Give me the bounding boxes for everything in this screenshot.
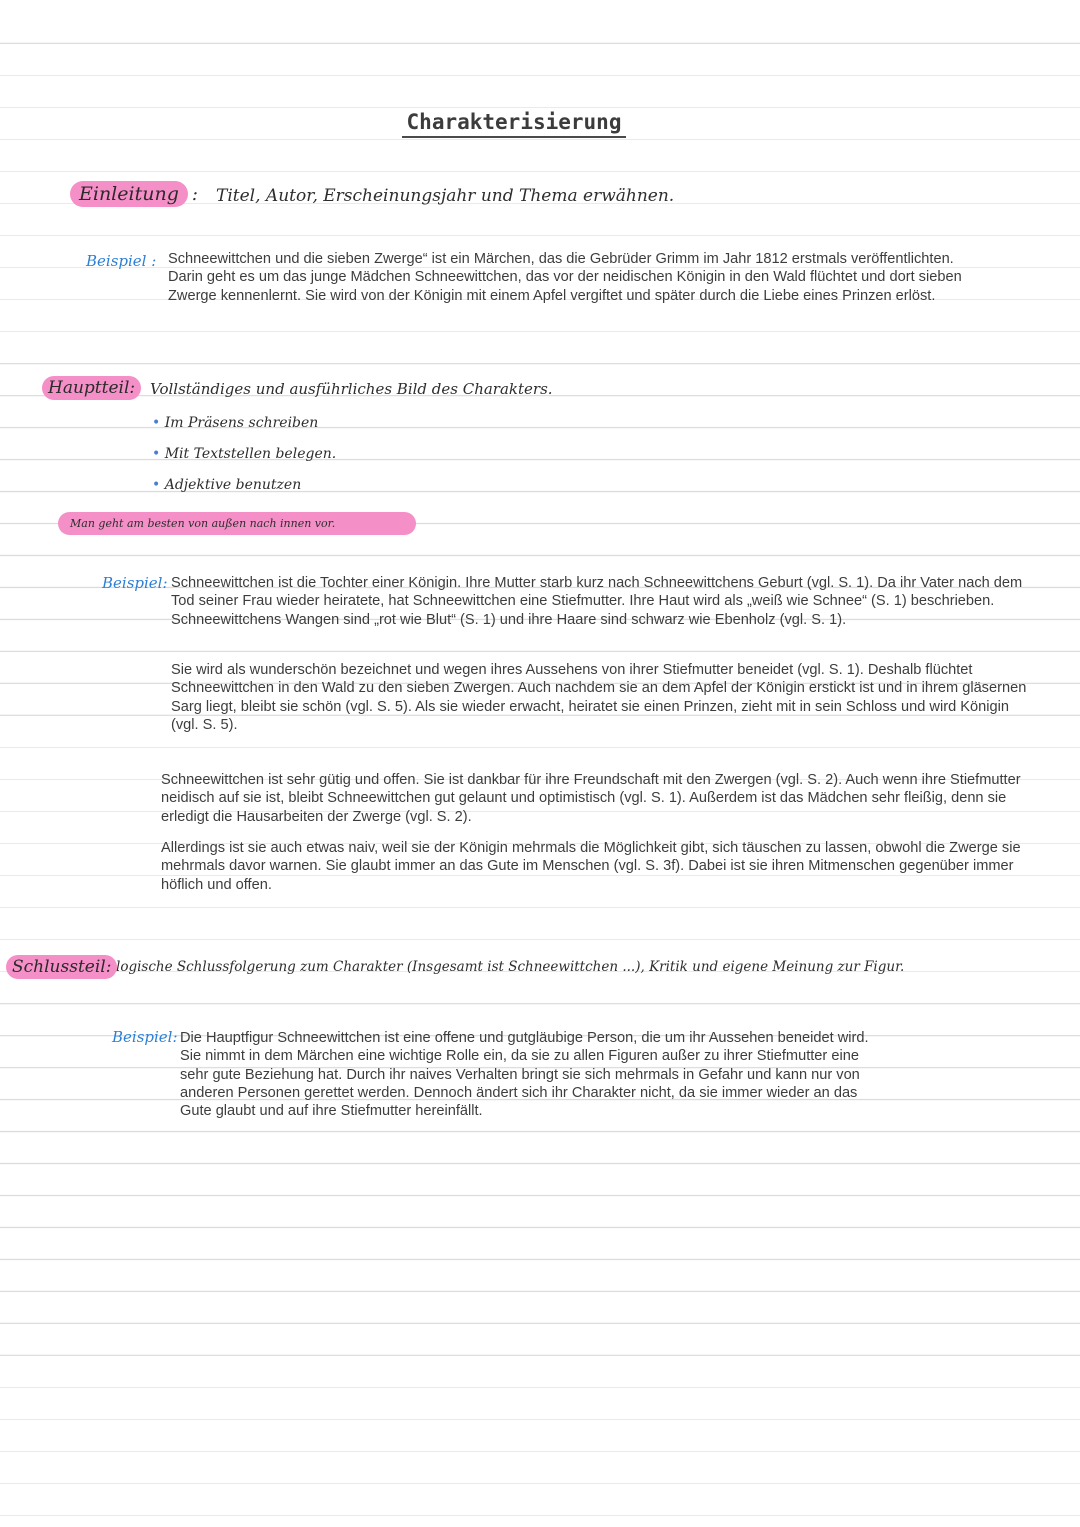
- schlussteil-label: Schlussteil:: [6, 955, 117, 979]
- schlussteil-beispiel-label: Beispiel:: [112, 1028, 178, 1046]
- einleitung-label: Einleitung: [70, 181, 188, 207]
- hauptteil-label: Hauptteil:: [42, 376, 141, 400]
- list-item: • Im Präsens schreiben: [152, 408, 336, 439]
- einleitung-beispiel-label: Beispiel :: [86, 252, 157, 270]
- schlussteil-note: logische Schlussfolgerung zum Charakter (Insgesamt ist Schneewittchen ...), Kritik und eigene Meinung zur Figur.: [116, 959, 905, 975]
- einleitung-note: Titel, Autor, Erscheinungsjahr und Thema erwähnen.: [216, 186, 675, 206]
- einleitung-example: Schneewittchen und die sieben Zwerge“ ist ein Märchen, das die Gebrüder Grimm im Jahr 1812 erstmals veröffentlichten. Darin geht es um das junge Mädchen Schneewittchen, das vor der neidischen Königin in den Wald flüchtet und dort sieben Zwerge kennenlernt. Sie wird von der Königin mit einem Apfel vergiftet und später durch die Liebe eines Prinzen erlöst.: [168, 251, 962, 304]
- hauptteil-beispiel-label: Beispiel:: [102, 574, 168, 592]
- hauptteil-example-4: Allerdings ist sie auch etwas naiv, weil sie der Königin mehrmals die Möglichkeit gibt, sich täuschen zu lassen, obwohl die Zwerge sie mehrmals davor warnen. Sie glaubt immer an das Gute im Menschen (vgl. S. 3f). Dabei ist sie ihren Mitmenschen gegenüber immer höflich und offen.: [161, 840, 1021, 893]
- hauptteil-example-2: Sie wird als wunderschön bezeichnet und wegen ihres Aussehens von ihrer Stiefmutter beneidet (vgl. S. 1). Deshalb flüchtet Schneewittchen in den Wald zu den sieben Zwergen. Auch nachdem sie an dem Apfel der Königin erstickt ist und in ihrem gläsernen Sarg liegt, bleibt sie schön (vgl. S. 5). Als sie wieder erwacht, heiratet sie einen Prinzen, zieht mit in sein Schloss und wird Königin (vgl. S. 5).: [171, 662, 1027, 733]
- einleitung-heading: [70, 181, 198, 207]
- page-title: Charakterisierung: [402, 110, 626, 138]
- schlussteil-heading: [6, 955, 117, 979]
- einleitung-separator: :: [191, 184, 198, 205]
- hauptteil-note: Vollständiges und ausführliches Bild des Charakters.: [150, 380, 553, 398]
- schlussteil-example: Die Hauptfigur Schneewittchen ist eine offene und gutgläubige Person, die um ihr Aussehen beneidet wird. Sie nimmt in dem Märchen eine wichtige Rolle ein, da sie zu allen Figuren außer zu ihrer Stiefmutter eine sehr gute Beziehung hat. Durch ihr naives Verhalten bringt sie sich mehrmals in Gefahr und kann nur von anderen Personen gerettet werden. Dennoch ändert sich ihr Charakter nicht, da sie immer wieder an das Gute glaubt und auf ihre Stiefmutter hereinfällt.: [180, 1030, 869, 1120]
- hauptteil-bullet-list: [152, 408, 336, 501]
- hauptteil-example-1: Schneewittchen ist die Tochter einer Königin. Ihre Mutter starb kurz nach Schneewittchens Geburt (vgl. S. 1). Da ihr Vater nach dem Tod seiner Frau wieder heiratete, hat Schneewittchen eine Stiefmutter. Ihre Haut wird als „weiß wie Schnee“ (S. 1) beschrieben. Schneewittchens Wangen sind „rot wie Blut“ (S. 1) und ihre Haare sind schwarz wie Ebenholz (vgl. S. 1).: [171, 575, 1023, 628]
- hauptteil-tip: Man geht am besten von außen nach innen vor.: [58, 512, 416, 535]
- list-item: • Mit Textstellen belegen.: [152, 439, 336, 470]
- list-item: • Adjektive benutzen: [152, 470, 336, 501]
- hauptteil-example-3: Schneewittchen ist sehr gütig und offen. Sie ist dankbar für ihre Freundschaft mit den Zwergen (vgl. S. 2). Auch wenn ihre Stiefmutter neidisch auf sie ist, bleibt Schneewittchen gut gelaunt und optimistisch (vgl. S. 1). Außerdem ist das Mädchen sehr fleißig, denn sie erledigt die Hausarbeiten der Zwerge (vgl. S. 2).: [161, 772, 1021, 825]
- hauptteil-heading: [42, 376, 141, 400]
